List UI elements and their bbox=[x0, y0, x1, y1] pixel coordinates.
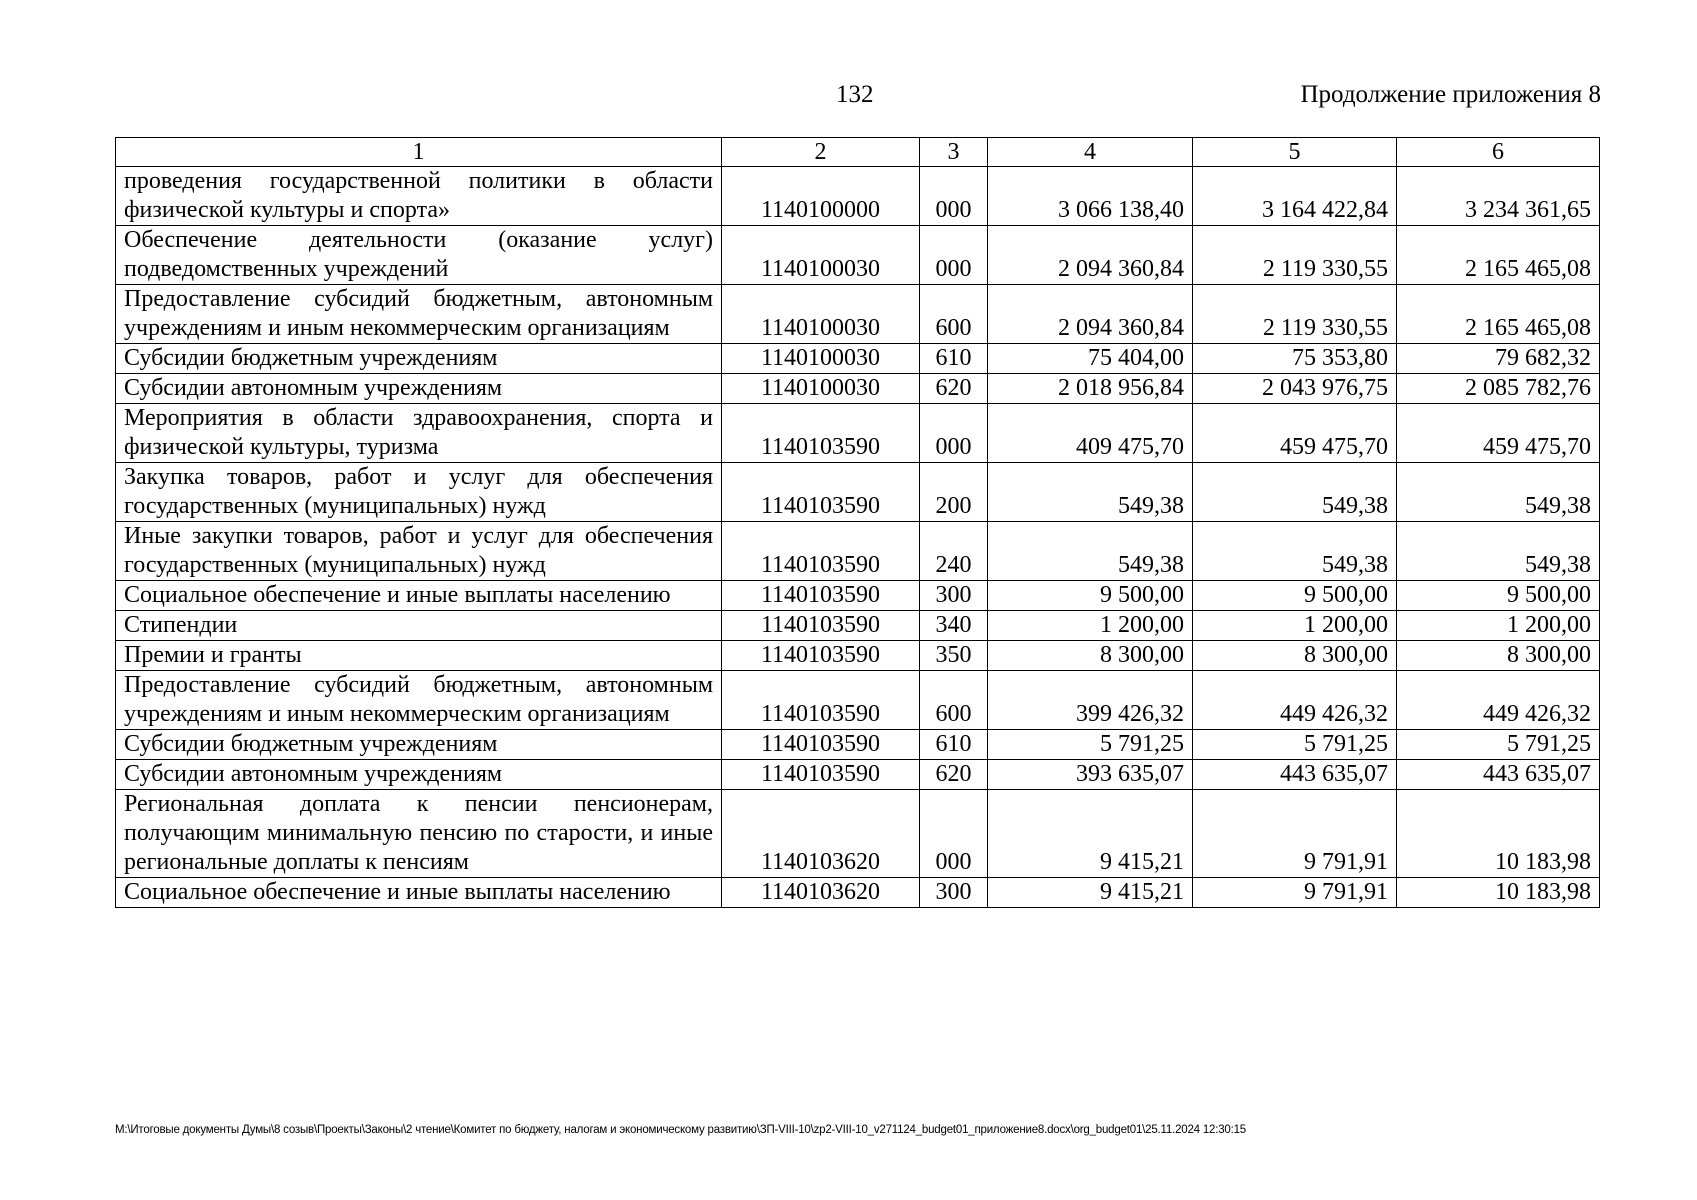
target-article-code: 1140103590 bbox=[722, 611, 920, 641]
amount-col-5: 2 119 330,55 bbox=[1193, 285, 1397, 344]
target-article-code: 1140103590 bbox=[722, 760, 920, 790]
amount-col-5: 8 300,00 bbox=[1193, 641, 1397, 671]
expense-type-code: 000 bbox=[920, 167, 988, 226]
amount-col-6: 8 300,00 bbox=[1397, 641, 1600, 671]
amount-col-6: 549,38 bbox=[1397, 522, 1600, 581]
amount-col-4: 5 791,25 bbox=[988, 730, 1193, 760]
amount-col-4: 9 500,00 bbox=[988, 581, 1193, 611]
amount-col-4: 9 415,21 bbox=[988, 878, 1193, 908]
expense-type-code: 610 bbox=[920, 730, 988, 760]
amount-col-4: 1 200,00 bbox=[988, 611, 1193, 641]
amount-col-5: 549,38 bbox=[1193, 463, 1397, 522]
table-row bbox=[116, 611, 1600, 641]
table-row bbox=[116, 404, 1600, 463]
target-article-code: 1140103590 bbox=[722, 404, 920, 463]
target-article-code: 1140103590 bbox=[722, 641, 920, 671]
footer-file-path: M:\Итоговые документы Думы\8 созыв\Проекты\Законы\2 чтение\Комитет по бюджету, налогам и экономическому развитию\ЗП-VIII-10\zp2-VIII-10_v271124_budget01_приложение8.docx\org_budget01\25.11.2024 12:30:15 bbox=[115, 1124, 1247, 1136]
column-header: 6 bbox=[1397, 138, 1600, 167]
amount-col-6: 443 635,07 bbox=[1397, 760, 1600, 790]
row-name: проведения государственной политики в области физической культуры и спорта» bbox=[116, 167, 722, 226]
appendix-continuation-label: Продолжение приложения 8 bbox=[1300, 81, 1601, 108]
amount-col-6: 79 682,32 bbox=[1397, 344, 1600, 374]
target-article-code: 1140100030 bbox=[722, 226, 920, 285]
table-row bbox=[116, 671, 1600, 730]
target-article-code: 1140103590 bbox=[722, 463, 920, 522]
table-row bbox=[116, 522, 1600, 581]
amount-col-4: 8 300,00 bbox=[988, 641, 1193, 671]
expense-type-code: 000 bbox=[920, 226, 988, 285]
amount-col-6: 9 500,00 bbox=[1397, 581, 1600, 611]
amount-col-4: 9 415,21 bbox=[988, 790, 1193, 878]
amount-col-4: 549,38 bbox=[988, 522, 1193, 581]
table-row bbox=[116, 581, 1600, 611]
table-row bbox=[116, 167, 1600, 226]
amount-col-4: 393 635,07 bbox=[988, 760, 1193, 790]
budget-table bbox=[115, 137, 1600, 908]
row-name: Субсидии автономным учреждениям bbox=[116, 374, 722, 404]
row-name: Субсидии автономным учреждениям bbox=[116, 760, 722, 790]
amount-col-6: 5 791,25 bbox=[1397, 730, 1600, 760]
amount-col-6: 449 426,32 bbox=[1397, 671, 1600, 730]
expense-type-code: 610 bbox=[920, 344, 988, 374]
expense-type-code: 600 bbox=[920, 285, 988, 344]
amount-col-5: 9 791,91 bbox=[1193, 790, 1397, 878]
table-row bbox=[116, 730, 1600, 760]
target-article-code: 1140100000 bbox=[722, 167, 920, 226]
page-number: 132 bbox=[836, 81, 874, 108]
amount-col-6: 10 183,98 bbox=[1397, 878, 1600, 908]
amount-col-6: 459 475,70 bbox=[1397, 404, 1600, 463]
amount-col-6: 1 200,00 bbox=[1397, 611, 1600, 641]
row-name: Стипендии bbox=[116, 611, 722, 641]
amount-col-4: 2 094 360,84 bbox=[988, 285, 1193, 344]
amount-col-4: 409 475,70 bbox=[988, 404, 1193, 463]
amount-col-6: 2 165 465,08 bbox=[1397, 226, 1600, 285]
target-article-code: 1140103590 bbox=[722, 581, 920, 611]
row-name: Мероприятия в области здравоохранения, спорта и физической культуры, туризма bbox=[116, 404, 722, 463]
table-row bbox=[116, 641, 1600, 671]
amount-col-5: 75 353,80 bbox=[1193, 344, 1397, 374]
target-article-code: 1140100030 bbox=[722, 374, 920, 404]
amount-col-5: 1 200,00 bbox=[1193, 611, 1397, 641]
expense-type-code: 600 bbox=[920, 671, 988, 730]
amount-col-4: 2 094 360,84 bbox=[988, 226, 1193, 285]
expense-type-code: 620 bbox=[920, 760, 988, 790]
row-name: Субсидии бюджетным учреждениям bbox=[116, 730, 722, 760]
column-number-header-row bbox=[116, 138, 1600, 167]
amount-col-5: 3 164 422,84 bbox=[1193, 167, 1397, 226]
target-article-code: 1140103590 bbox=[722, 730, 920, 760]
row-name: Субсидии бюджетным учреждениям bbox=[116, 344, 722, 374]
row-name: Региональная доплата к пенсии пенсионерам, получающим минимальную пенсию по старости, и иные региональные доплаты к пенсиям bbox=[116, 790, 722, 878]
expense-type-code: 300 bbox=[920, 581, 988, 611]
amount-col-6: 2 165 465,08 bbox=[1397, 285, 1600, 344]
table-row bbox=[116, 463, 1600, 522]
target-article-code: 1140100030 bbox=[722, 285, 920, 344]
row-name: Обеспечение деятельности (оказание услуг) подведомственных учреждений bbox=[116, 226, 722, 285]
amount-col-5: 449 426,32 bbox=[1193, 671, 1397, 730]
expense-type-code: 000 bbox=[920, 790, 988, 878]
row-name: Социальное обеспечение и иные выплаты населению bbox=[116, 581, 722, 611]
table-row bbox=[116, 790, 1600, 878]
table-row bbox=[116, 285, 1600, 344]
row-name: Закупка товаров, работ и услуг для обеспечения государственных (муниципальных) нужд bbox=[116, 463, 722, 522]
amount-col-5: 459 475,70 bbox=[1193, 404, 1397, 463]
row-name: Предоставление субсидий бюджетным, автономным учреждениям и иным некоммерческим организациям bbox=[116, 285, 722, 344]
target-article-code: 1140103620 bbox=[722, 878, 920, 908]
amount-col-6: 2 085 782,76 bbox=[1397, 374, 1600, 404]
expense-type-code: 000 bbox=[920, 404, 988, 463]
amount-col-5: 5 791,25 bbox=[1193, 730, 1397, 760]
amount-col-6: 3 234 361,65 bbox=[1397, 167, 1600, 226]
column-header: 1 bbox=[116, 138, 722, 167]
row-name: Социальное обеспечение и иные выплаты населению bbox=[116, 878, 722, 908]
expense-type-code: 200 bbox=[920, 463, 988, 522]
table-row bbox=[116, 344, 1600, 374]
table-row bbox=[116, 760, 1600, 790]
expense-type-code: 300 bbox=[920, 878, 988, 908]
amount-col-5: 2 043 976,75 bbox=[1193, 374, 1397, 404]
column-header: 4 bbox=[988, 138, 1193, 167]
amount-col-4: 549,38 bbox=[988, 463, 1193, 522]
expense-type-code: 620 bbox=[920, 374, 988, 404]
amount-col-4: 2 018 956,84 bbox=[988, 374, 1193, 404]
target-article-code: 1140103620 bbox=[722, 790, 920, 878]
amount-col-4: 75 404,00 bbox=[988, 344, 1193, 374]
amount-col-4: 399 426,32 bbox=[988, 671, 1193, 730]
table-row bbox=[116, 878, 1600, 908]
row-name: Предоставление субсидий бюджетным, автономным учреждениям и иным некоммерческим организациям bbox=[116, 671, 722, 730]
amount-col-6: 10 183,98 bbox=[1397, 790, 1600, 878]
amount-col-5: 2 119 330,55 bbox=[1193, 226, 1397, 285]
column-header: 2 bbox=[722, 138, 920, 167]
amount-col-6: 549,38 bbox=[1397, 463, 1600, 522]
target-article-code: 1140103590 bbox=[722, 671, 920, 730]
amount-col-5: 9 500,00 bbox=[1193, 581, 1397, 611]
target-article-code: 1140100030 bbox=[722, 344, 920, 374]
column-header: 5 bbox=[1193, 138, 1397, 167]
column-header: 3 bbox=[920, 138, 988, 167]
expense-type-code: 350 bbox=[920, 641, 988, 671]
amount-col-5: 9 791,91 bbox=[1193, 878, 1397, 908]
amount-col-5: 549,38 bbox=[1193, 522, 1397, 581]
table-row bbox=[116, 374, 1600, 404]
expense-type-code: 340 bbox=[920, 611, 988, 641]
expense-type-code: 240 bbox=[920, 522, 988, 581]
row-name: Иные закупки товаров, работ и услуг для обеспечения государственных (муниципальных) нужд bbox=[116, 522, 722, 581]
amount-col-4: 3 066 138,40 bbox=[988, 167, 1193, 226]
table-row bbox=[116, 226, 1600, 285]
row-name: Премии и гранты bbox=[116, 641, 722, 671]
amount-col-5: 443 635,07 bbox=[1193, 760, 1397, 790]
target-article-code: 1140103590 bbox=[722, 522, 920, 581]
